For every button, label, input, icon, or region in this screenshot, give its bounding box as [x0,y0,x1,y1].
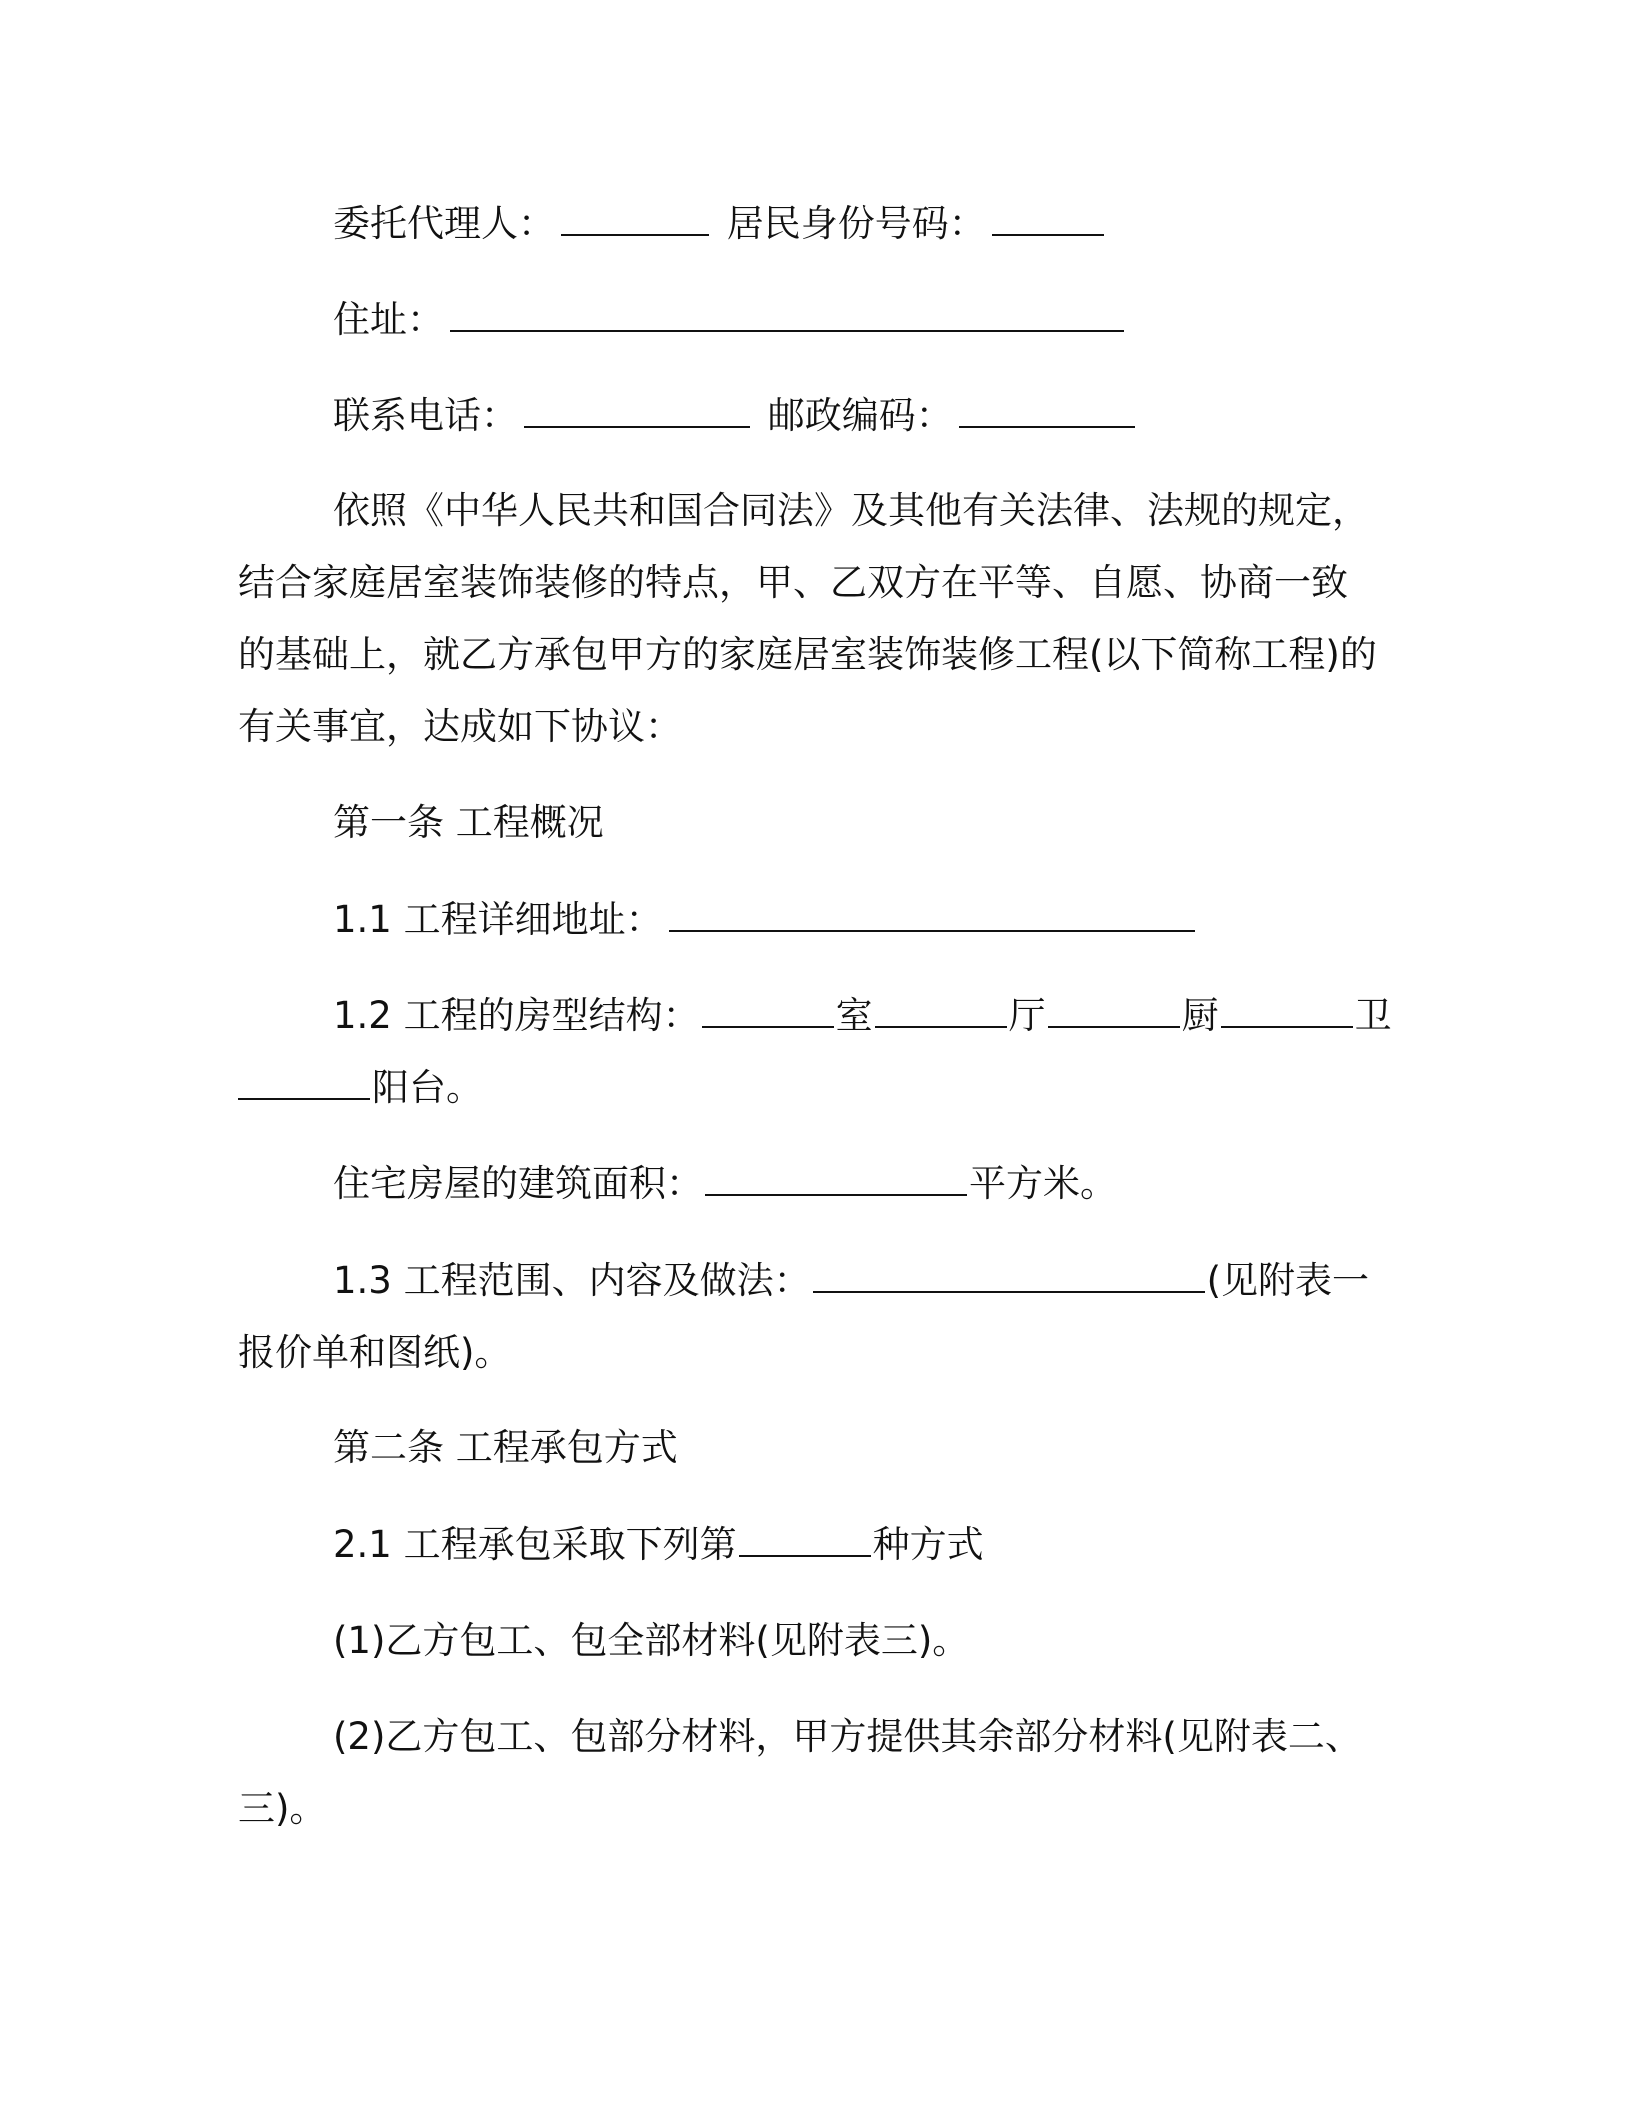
address-label: 住址： [333,298,444,341]
item-1-3-label: 1.3 工程范围、内容及做法： [333,1259,811,1302]
item-1-3-row [333,1257,1398,1305]
preamble-line-3: 的基础上，就乙方承包甲方的家庭居室装饰装修工程(以下简称工程)的 [238,633,1377,676]
agent-blank [561,200,709,236]
id-blank [992,200,1104,236]
kitchen-blank [1048,992,1180,1028]
area-label: 住宅房屋的建筑面积： [333,1162,703,1205]
address-blank [450,296,1124,332]
address-row [333,296,1398,344]
phone-label: 联系电话： [333,394,518,437]
preamble-line-2: 结合家庭居室装饰装修的特点，甲、乙双方在平等、自愿、协商一致 [238,561,1348,604]
balcony-blank [238,1064,370,1100]
preamble-line-1: 依照《中华人民共和国合同法》及其他有关法律、法规的规定， [333,489,1369,532]
item-1-1-row [333,896,1398,944]
item-1-2-cont [238,1064,1398,1112]
balcony-label: 阳台。 [372,1066,483,1109]
item-1-1-label: 1.1 工程详细地址： [333,898,663,941]
hall-blank [875,992,1007,1028]
item-2-1-row [333,1521,1398,1569]
area-unit: 平方米。 [969,1162,1117,1205]
area-row [333,1160,1398,1208]
method-blank [739,1521,871,1557]
postcode-label: 邮政编码： [767,394,953,437]
item-2-1-prefix: 2.1 工程承包采取下列第 [333,1523,737,1566]
phone-row [333,392,1398,440]
option-1: (1)乙方包工、包全部材料(见附表三)。 [333,1619,970,1662]
item-1-3-cont: 报价单和图纸)。 [238,1331,512,1374]
id-label: 居民身份号码： [726,202,986,245]
room-blank [702,992,834,1028]
agent-row [333,200,1398,248]
preamble-line-4: 有关事宜，达成如下协议： [238,705,682,748]
option-2-line-1: (2)乙方包工、包部分材料，甲方提供其余部分材料(见附表二、 [333,1715,1362,1758]
hall-label: 厅 [1008,994,1046,1037]
detail-address-blank [669,896,1195,932]
bath-label: 卫 [1354,994,1392,1037]
agent-label: 委托代理人： [333,202,555,245]
scope-blank [813,1257,1205,1293]
phone-blank [524,392,750,428]
room-label: 室 [835,994,873,1037]
article-1-title: 第一条 工程概况 [333,801,604,844]
kitchen-label: 厨 [1181,994,1219,1037]
article-2-title: 第二条 工程承包方式 [333,1426,678,1469]
area-blank [705,1160,967,1196]
option-2-line-2: 三)。 [238,1787,327,1830]
bath-blank [1221,992,1353,1028]
item-1-2-row [333,992,1398,1040]
item-1-3-suffix: (见附表一 [1206,1259,1370,1302]
item-2-1-suffix: 种方式 [872,1523,984,1566]
postcode-blank [959,392,1135,428]
item-1-2-label: 1.2 工程的房型结构： [333,994,700,1037]
